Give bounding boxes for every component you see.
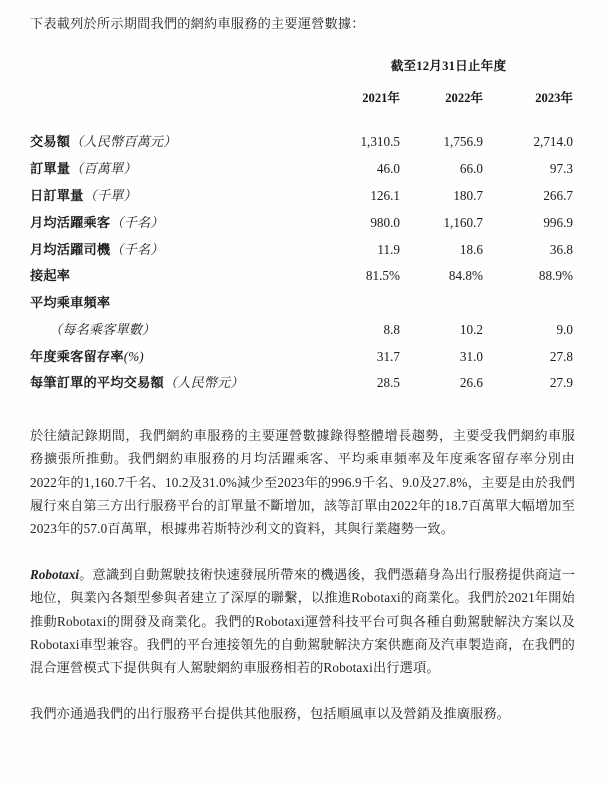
row-value: 97.3 [549,161,573,177]
header-gap-cell [485,112,575,129]
paragraph-operating-data [30,424,575,541]
row-label [30,290,322,317]
row-value: 26.6 [459,375,483,391]
row-value: 46.0 [376,161,400,177]
period-header-spacer [30,55,322,87]
row-label [30,156,322,183]
row-value: 81.5% [365,268,400,284]
paragraph-other-services-text: 我們亦通過我們的出行服務平台提供其他服務，包括順風車以及營銷及推廣服務。 [30,705,511,721]
table-row [30,129,575,156]
paragraph-robotaxi-text: 。意識到自動駕駛技術快速發展所帶來的機遇後，我們憑藉身為出行服務提供商這一地位，與業內各類型參與者建立了深厚的聯繫，以推進Robotaxi的商業化。我們於2021年開始推動Robotaxi的開發及商業化。我們的Robotaxi運營科技平台可與各種自動駕駛解決方案以及Robotaxi車型兼容。我們的平台連接領先的自動駕駛解決方案供應商及汽車製造商，在我們的混合運營模式下提供與有人駕駛網約車服務相若的Robotaxi出行選項。 [30,566,575,676]
row-value: 9.0 [556,321,573,337]
row-label-unit: （每名乘客單數） [49,321,156,337]
paragraph-robotaxi [30,563,575,680]
row-value: 980.0 [370,214,400,230]
row-value: 66.0 [459,161,483,177]
column-header-2022: 2022年 [445,91,483,105]
year-header-row [30,87,575,112]
period-header-row [30,55,575,87]
row-label-unit: （人民幣百萬元） [70,134,177,150]
row-label [30,370,322,397]
header-gap-cell [30,112,322,129]
row-value: 180.7 [453,187,483,203]
table-row [30,156,575,183]
operating-metrics-table [30,55,575,397]
metrics-table-block [30,55,575,397]
column-header-2021: 2021年 [362,91,400,105]
row-value: 1,756.9 [443,134,483,150]
table-row [30,183,575,210]
intro-paragraph: 下表載列於所示期間我們的網約車服務的主要運營數據： [30,16,365,31]
row-value: 31.0 [459,348,483,364]
row-label-name: 交易額 [30,134,71,150]
row-value: 126.1 [370,187,400,203]
row-label [30,316,322,343]
row-value: 1,310.5 [360,134,400,150]
table-row [30,290,575,317]
row-label-name: 平均乘車頻率 [30,295,111,311]
row-label-unit: （千單） [83,187,137,203]
table-row [30,236,575,263]
row-value: 28.5 [376,375,400,391]
row-value: 27.8 [549,348,573,364]
row-label [30,263,322,290]
row-label-unit: (%) [123,348,144,364]
row-value: 11.9 [377,241,400,257]
row-value: 36.8 [549,241,573,257]
row-label-name: 接起率 [30,268,71,284]
row-value: 8.8 [383,321,400,337]
table-row [30,316,575,343]
column-header-2023: 2023年 [535,91,573,105]
period-header: 截至12月31日止年度 [390,59,507,73]
row-value: 266.7 [543,187,573,203]
row-label-name: 訂單量 [30,161,71,177]
header-gap-row [30,112,575,129]
row-value: 84.8% [448,268,483,284]
row-value: 996.9 [543,214,573,230]
table-row [30,370,575,397]
row-label-name: 日訂單量 [30,187,84,203]
table-row [30,343,575,370]
row-label [30,209,322,236]
table-row [30,263,575,290]
row-value: 10.2 [459,321,483,337]
row-label [30,183,322,210]
table-row [30,209,575,236]
year-header-spacer [30,87,322,112]
row-label [30,343,322,370]
paragraph-operating-data-text: 於往績記錄期間，我們網約車服務的主要運營數據錄得整體增長趨勢，主要受我們網約車服務擴張所推動。我們網約車服務的月均活躍乘客、平均乘車頻率及年度乘客留存率分別由2022年的1,160.7千名、10.2及31.0%減少至2023年的996.9千名、9.0及27.8%，主要是由於我們履行來自第三方出行服務平台的訂單量不斷增加，該等訂單由2022年的18.7百萬單大幅增加至2023年的57.0百萬單，根據弗若斯特沙利文的資料，其與行業趨勢一致。 [30,427,575,537]
row-label-unit: （千名） [110,214,164,230]
row-value: 2,714.0 [533,134,573,150]
header-gap-cell [402,112,485,129]
header-gap-cell [322,112,402,129]
row-label [30,129,322,156]
row-value: 1,160.7 [443,214,483,230]
paragraph-other-services [30,702,575,725]
row-value [485,290,575,317]
row-value: 31.7 [376,348,400,364]
row-value [322,290,402,317]
row-value: 88.9% [538,268,573,284]
row-value: 27.9 [549,375,573,391]
row-label-unit: （人民幣元） [163,375,244,391]
row-label [30,236,322,263]
row-label-unit: （百萬單） [70,161,137,177]
row-value [402,290,485,317]
row-label-name: 年度乘客留存率 [30,348,124,364]
table-body [30,129,575,397]
table-head [30,55,575,129]
robotaxi-lead-in: Robotaxi [30,566,80,582]
row-label-name: 每筆訂單的平均交易額 [30,375,164,391]
row-label-name: 月均活躍司機 [30,241,111,257]
row-label-unit: （千名） [110,241,164,257]
row-value: 18.6 [459,241,483,257]
row-label-name: 月均活躍乘客 [30,214,111,230]
page-content [30,0,575,725]
